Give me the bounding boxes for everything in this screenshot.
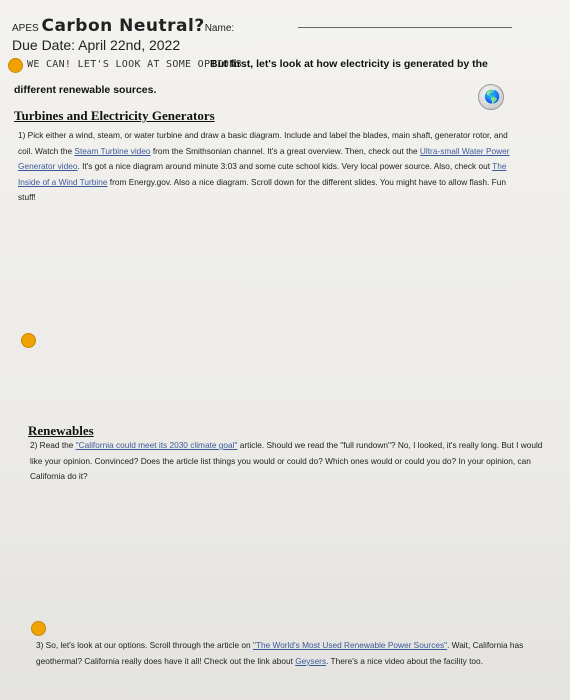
steam-turbine-link[interactable]: Steam Turbine video [74,145,151,156]
globe-icon: 🌎 [478,84,504,110]
name-blank-line [298,27,512,28]
question-3: 3) So, let's look at our options. Scroll through the article on "The World's Most Used Renewable Power Sources". Wait, California has geothermal? California really does have it all! Check out the link about Geysers. There's a nice video about the facility too. [36,640,524,666]
wind-turbine-link[interactable]: The Inside of a Wind Turbine [18,161,507,187]
intro-text-2: different renewable sources. [14,84,157,96]
california-article-link[interactable]: "California could meet its 2030 climate goal" [75,440,238,450]
section-heading-renewables: Renewables [28,423,94,438]
header-line [12,16,234,36]
question-2: 2) Read the "California could meet its 2030 climate goal" article. Should we read the "full rundown"? No, I looked, it's really long. But I would like your opinion. Convinced? Does the article list things you would or could do? Which ones would or could you do? In your opinion, can California do it? [30,440,543,482]
we-can-text: WE CAN! LET'S LOOK AT SOME OPTIONS... [27,59,261,70]
bullet-icon [32,622,45,635]
name-label: Name: [204,23,235,34]
intro-text: But first, let's look at how electricity is generated by the [210,58,488,70]
bullet-icon [9,59,22,72]
question-1: 1) Pick either a wind, steam, or water turbine and draw a basic diagram. Include and label the blades, main shaft, generator rotor, and coil. Watch the Steam Turbine video from the Smithsonian channel. It's a great overview. Then, check out the Ultra-small Water Power Generator video. It's got a nice diagram around minute 3:03 and some cute school kids. Very local power source. Also, check out The Inside of a Wind Turbine from Energy.gov. Also a nice diagram. Scroll down for the different slides. You might have to allow flash. Fun stuff! [18,130,510,203]
geysers-link[interactable]: Geysers [295,655,327,666]
water-generator-link[interactable]: Ultra-small Water Power Generator video [18,145,510,172]
bullet-icon [22,334,35,347]
renewable-sources-link[interactable]: "The World's Most Used Renewable Power Sources" [252,640,448,650]
due-date: Due Date: April 22nd, 2022 [12,37,181,53]
worksheet-title: Carbon Neutral? [41,16,205,36]
course-label: APES [12,23,42,34]
section-heading-turbines: Turbines and Electricity Generators [14,108,215,123]
